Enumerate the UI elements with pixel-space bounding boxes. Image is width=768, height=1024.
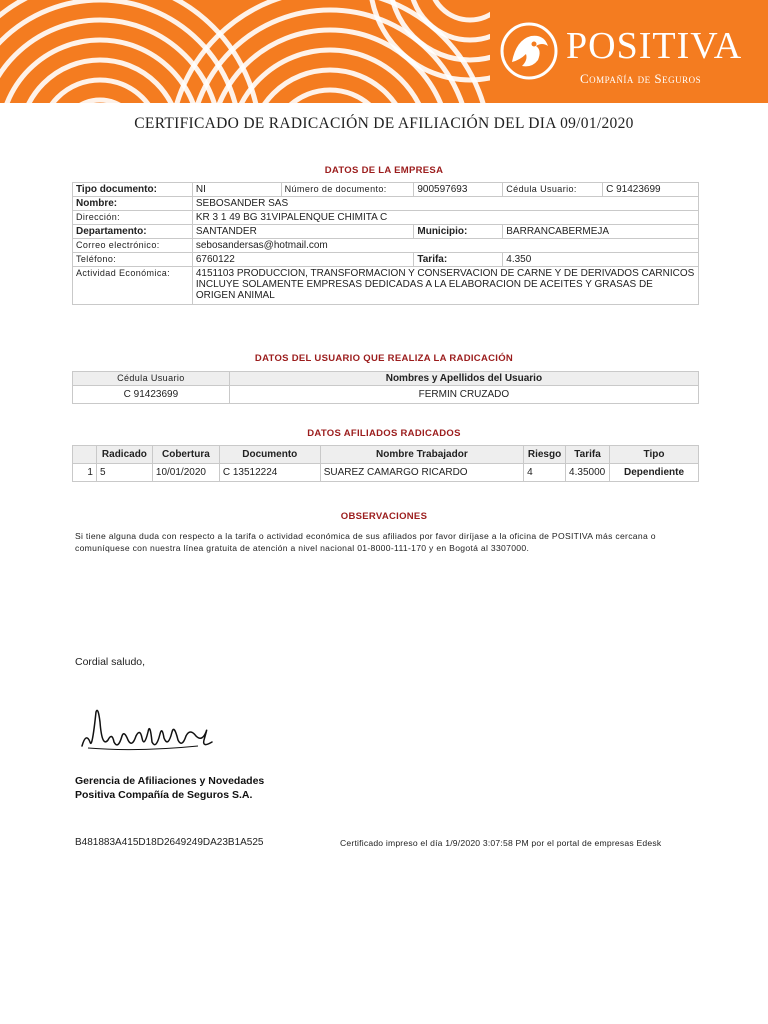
nombre-value: SEBOSANDER SAS bbox=[192, 197, 698, 211]
actividad-label: Actividad Económica: bbox=[73, 267, 193, 305]
row-tipo: Dependiente bbox=[610, 464, 699, 482]
positiva-logo bbox=[498, 20, 748, 90]
closing-gerencia: Gerencia de Afiliaciones y Novedades bbox=[75, 775, 265, 787]
actividad-value: 4151103 PRODUCCION, TRANSFORMACION Y CONSERVACION DE CARNE Y DE DERIVADOS CARNICOS INCLUYE SOLAMENTE EMPRESAS DEDICADAS A LA ELABORACION DE ACEITES Y GRASAS DE ORIGEN ANIMAL bbox=[192, 267, 698, 305]
col-riesgo: Riesgo bbox=[524, 446, 566, 464]
row-nombre-trabajador: SUAREZ CAMARGO RICARDO bbox=[320, 464, 523, 482]
cedula-usuario-label: Cédula Usuario: bbox=[503, 183, 603, 197]
numero-documento-label: Número de documento: bbox=[281, 183, 414, 197]
section-title-observaciones: OBSERVACIONES bbox=[340, 511, 428, 522]
tipo-documento-value: NI bbox=[192, 183, 281, 197]
row-tarifa: 4.35000 bbox=[566, 464, 610, 482]
usuario-cedula-value: C 91423699 bbox=[73, 386, 230, 404]
brand-subtitle: Compañía de Seguros bbox=[580, 71, 702, 86]
positiva-logo-mark bbox=[498, 20, 560, 82]
closing-saludo: Cordial saludo, bbox=[75, 656, 146, 668]
table-row bbox=[73, 446, 699, 464]
col-tipo: Tipo bbox=[610, 446, 699, 464]
section-title-empresa: DATOS DE LA EMPRESA bbox=[324, 165, 444, 176]
document-title: CERTIFICADO DE RADICACIÓN DE AFILIACIÓN DEL DIA 09/01/2020 bbox=[134, 115, 634, 132]
table-row bbox=[73, 183, 699, 197]
col-tarifa: Tarifa bbox=[566, 446, 610, 464]
usuario-nombres-value: FERMIN CRUZADO bbox=[229, 386, 698, 404]
direccion-value: KR 3 1 49 BG 31VIPALENQUE CHIMITA C bbox=[192, 211, 698, 225]
tipo-documento-label: Tipo documento: bbox=[73, 183, 193, 197]
afiliados-table bbox=[72, 445, 699, 482]
table-row bbox=[73, 225, 699, 239]
col-cedula-usuario: Cédula Usuario bbox=[73, 372, 230, 386]
printed-info: Certificado impreso el día 1/9/2020 3:07:58 PM por el portal de empresas Edesk bbox=[340, 838, 662, 848]
col-documento: Documento bbox=[219, 446, 320, 464]
telefono-value: 6760122 bbox=[192, 253, 414, 267]
section-title-afiliados: DATOS AFILIADOS RADICADOS bbox=[307, 428, 461, 439]
table-row bbox=[73, 372, 699, 386]
municipio-value: BARRANCABERMEJA bbox=[503, 225, 699, 239]
correo-label: Correo electrónico: bbox=[73, 239, 193, 253]
telefono-label: Teléfono: bbox=[73, 253, 193, 267]
tarifa-value: 4.350 bbox=[503, 253, 699, 267]
row-riesgo: 4 bbox=[524, 464, 566, 482]
cedula-usuario-value: C 91423699 bbox=[603, 183, 699, 197]
col-nombre-trabajador: Nombre Trabajador bbox=[320, 446, 523, 464]
table-row bbox=[73, 386, 699, 404]
col-index bbox=[73, 446, 97, 464]
usuario-table bbox=[72, 371, 699, 404]
section-title-usuario: DATOS DEL USUARIO QUE REALIZA LA RADICACIÓN bbox=[254, 353, 514, 364]
brand-name: POSITIVA bbox=[566, 25, 743, 67]
table-row bbox=[73, 197, 699, 211]
header-banner bbox=[0, 0, 768, 103]
empresa-table bbox=[72, 182, 699, 305]
table-row bbox=[73, 267, 699, 305]
table-row bbox=[73, 211, 699, 225]
signature-image bbox=[78, 702, 218, 762]
row-cobertura: 10/01/2020 bbox=[152, 464, 219, 482]
row-index: 1 bbox=[73, 464, 97, 482]
row-documento: C 13512224 bbox=[219, 464, 320, 482]
row-radicado: 5 bbox=[96, 464, 152, 482]
observaciones-text: Si tiene alguna duda con respecto a la tarifa o actividad económica de sus afiliados por favor diríjase a la oficina de POSITIVA más cercana o comuníquese con nuestra línea gratuita de atención a nivel nacional 01-8000-111-170 y en Bogotá al 3307000. bbox=[75, 531, 656, 553]
departamento-label: Departamento: bbox=[73, 225, 193, 239]
municipio-label: Municipio: bbox=[414, 225, 503, 239]
col-cobertura: Cobertura bbox=[152, 446, 219, 464]
col-radicado: Radicado bbox=[96, 446, 152, 464]
numero-documento-value: 900597693 bbox=[414, 183, 503, 197]
departamento-value: SANTANDER bbox=[192, 225, 414, 239]
table-row bbox=[73, 239, 699, 253]
nombre-label: Nombre: bbox=[73, 197, 193, 211]
table-row bbox=[73, 464, 699, 482]
tarifa-label: Tarifa: bbox=[414, 253, 503, 267]
correo-value: sebosandersas@hotmail.com bbox=[192, 239, 698, 253]
closing-compania: Positiva Compañía de Seguros S.A. bbox=[75, 789, 253, 801]
certificate-hash: B481883A415D18D2649249DA23B1A525 bbox=[75, 837, 264, 848]
col-nombres-usuario: Nombres y Apellidos del Usuario bbox=[229, 372, 698, 386]
direccion-label: Dirección: bbox=[73, 211, 193, 225]
table-row bbox=[73, 253, 699, 267]
